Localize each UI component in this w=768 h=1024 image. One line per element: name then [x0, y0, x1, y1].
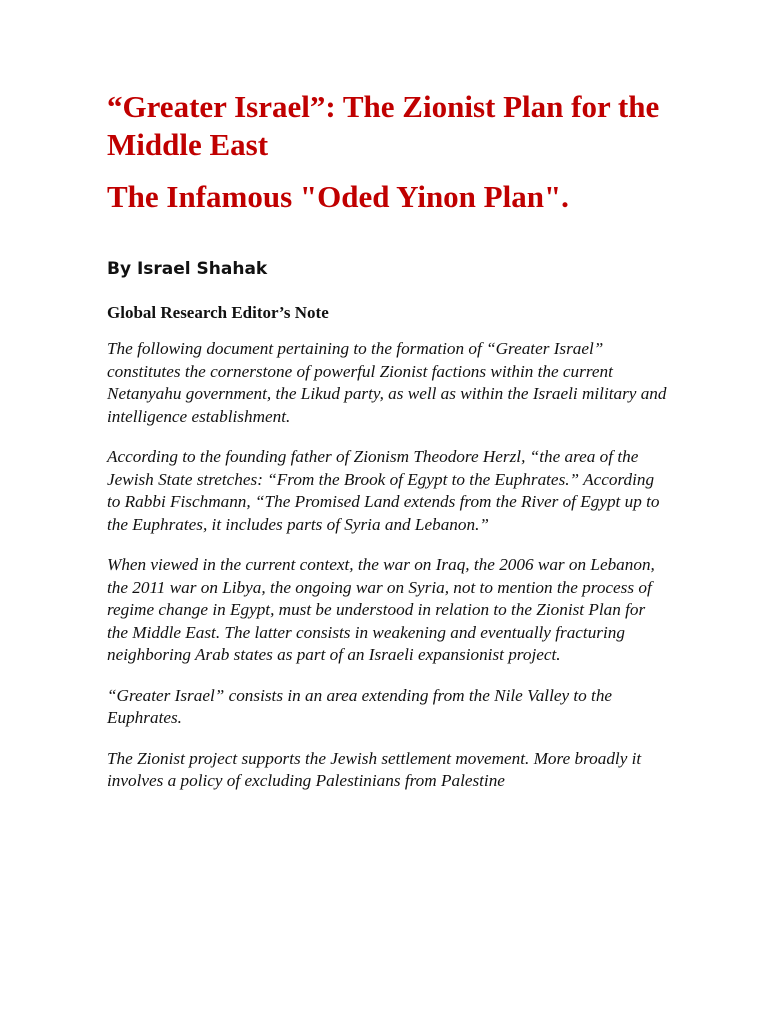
editor-note-heading: Global Research Editor’s Note — [107, 303, 329, 322]
body-paragraph: When viewed in the current context, the war on Iraq, the 2006 war on Lebanon, the 2011 war on Libya, the ongoing war on Syria, not to mention the process of regime change in Egypt, must be understood in relation to the Zionist Plan for the Middle East. The latter consists in weakening and eventually fracturing neighboring Arab states as part of an Israeli expansionist project. — [107, 555, 655, 664]
body-paragraph: According to the founding father of Zionism Theodore Herzl, “the area of the Jewish State stretches: “From the Brook of Egypt to the Euphrates.” According to Rabbi Fischmann, “The Promised Land extends from the River of Egypt up to the Euphrates, it includes parts of Syria and Lebanon.” — [107, 447, 660, 534]
body-paragraph: “Greater Israel” consists in an area extending from the Nile Valley to the Euphrates. — [107, 685, 613, 727]
body-paragraph: The Zionist project supports the Jewish settlement movement. More broadly it involves a policy of excluding Palestinians from Palestine — [107, 748, 642, 790]
document-page — [107, 88, 667, 793]
document-title: “Greater Israel”: The Zionist Plan for the Middle East — [107, 89, 660, 162]
author-byline: By Israel Shahak — [107, 259, 268, 279]
document-subtitle: The Infamous "Oded Yinon Plan". — [107, 179, 569, 214]
body-paragraph: The following document pertaining to the formation of “Greater Israel” constitutes the cornerstone of powerful Zionist factions within the current Netanyahu government, the Likud party, as well as within the Israeli military and intelligence establishment. — [107, 339, 667, 426]
